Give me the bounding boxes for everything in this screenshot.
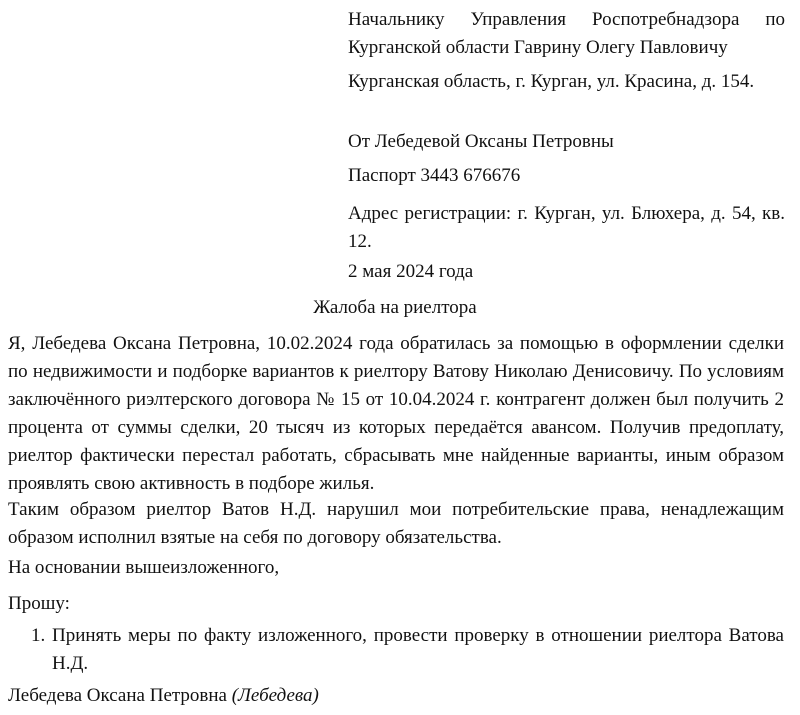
request-list bbox=[0, 622, 790, 678]
sender: От Лебедевой Оксаны Петровны bbox=[348, 131, 614, 152]
recipient-address: Курганская область, г. Курган, ул. Красина, д. 154. bbox=[348, 71, 755, 92]
basis-line: На основании вышеизложенного, bbox=[8, 557, 280, 578]
request-heading: Прошу: bbox=[8, 593, 70, 614]
signature-name: Лебедева Оксана Петровна bbox=[8, 685, 227, 706]
passport: Паспорт 3443 676676 bbox=[348, 165, 521, 186]
registration-address: Адрес регистрации: г. Курган, ул. Блюхера, д. 54, кв. 12. bbox=[348, 203, 785, 252]
document-title: Жалоба на риелтора bbox=[313, 297, 477, 318]
body-paragraph-2: Таким образом риелтор Ватов Н.Д. нарушил мои потребительские права, ненадлежащим образом исполнил взятые на себя по договору обязательства. bbox=[8, 499, 784, 548]
list-item-number: 1. bbox=[31, 625, 46, 646]
list-item-text: Принять меры по факту изложенного, провести проверку в отношении риелтора Ватова Н.Д. bbox=[52, 625, 784, 674]
recipient: Начальнику Управления Роспотребнадзора по Курганской области Гаврину Олегу Павловичу bbox=[348, 9, 785, 58]
signature-line bbox=[8, 682, 319, 710]
document-date: 2 мая 2024 года bbox=[348, 261, 474, 282]
body-paragraph-1: Я, Лебедева Оксана Петровна, 10.02.2024 года обратилась за помощью в оформлении сделки по недвижимости и подборке вариантов к риелтору Ватову Николаю Денисовичу. По условиям заключённого риэлтерского договора № 15 от 10.04.2024 г. контрагент должен был получить 2 процента от суммы сделки, 20 тысяч из которых передаётся авансом. Получив предоплату, риелтор фактически перестал работать, сбрасывать мне найденные варианты, иным образом проявлять свою активность в подборе жилья. bbox=[8, 333, 784, 494]
list-item bbox=[0, 622, 784, 678]
signature-handwritten: (Лебедева) bbox=[231, 685, 319, 706]
